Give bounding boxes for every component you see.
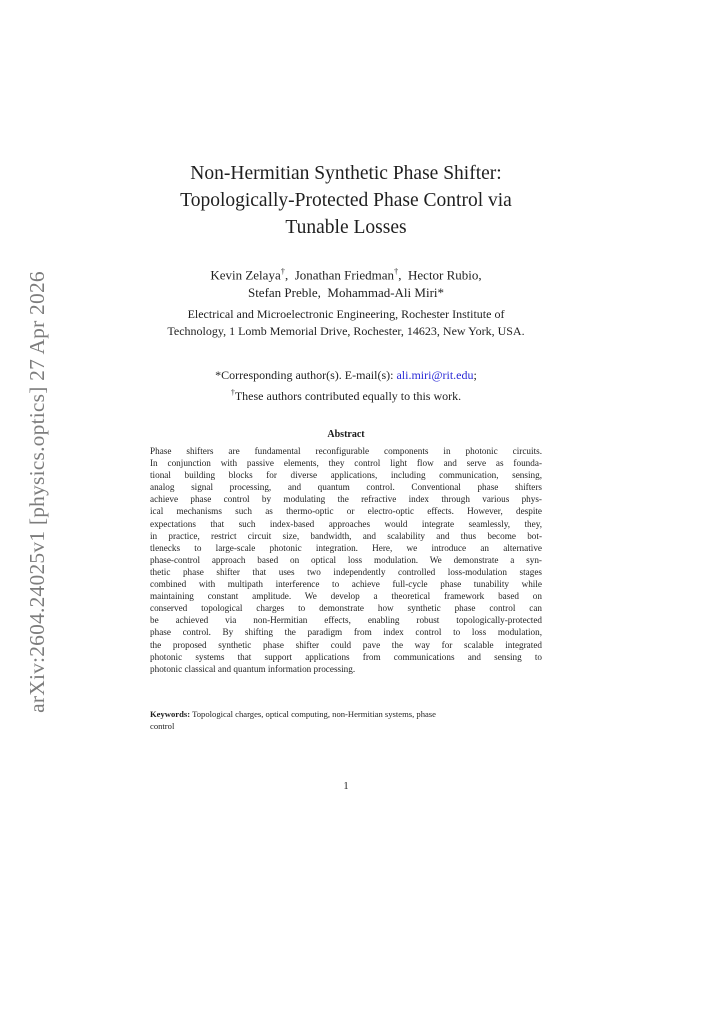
- abstract-line: maintaining constant amplitude. We develop a theoretical framework based on: [150, 591, 542, 602]
- abstract-body: [150, 445, 542, 675]
- abstract-line: ical mechanisms such as thermo-optic or electro-optic effects. However, despite: [150, 506, 542, 517]
- keywords-text: Topological charges, optical computing, non-Hermitian systems, phase: [190, 709, 436, 719]
- equal-contribution-mark: †: [230, 388, 235, 397]
- affiliation: [110, 306, 582, 340]
- keywords-text: control: [150, 720, 175, 731]
- abstract-line: photonic classical and quantum information processing.: [150, 663, 356, 674]
- abstract-heading: Abstract: [327, 429, 365, 440]
- abstract-line: in practice, restrict circuit size, bandwidth, and scalability and thus become bot-: [150, 530, 542, 541]
- abstract-line: analog signal processing, and quantum control. Conventional phase shifters: [150, 482, 542, 493]
- keywords-label: Keywords:: [150, 709, 191, 719]
- correspondence-note: [110, 367, 582, 405]
- author-list: Kevin Zelaya†, Jonathan Friedman†, Hector Rubio, Stefan Preble, Mohammad-Ali Miri*: [210, 266, 482, 301]
- abstract-line: expectations that such index-based approaches would integrate seamlessly, they,: [150, 518, 542, 529]
- affiliation-line: Technology, 1 Lomb Memorial Drive, Rochester, 14623, New York, USA.: [167, 324, 525, 338]
- correspondence-prefix: *Corresponding author(s). E-mail(s):: [215, 368, 397, 382]
- title-line: Tunable Losses: [285, 217, 407, 238]
- abstract-line: In conjunction with passive elements, they control light flow and serve as founda-: [150, 458, 542, 469]
- equal-contribution-mark: †: [394, 266, 399, 276]
- abstract-line: be achieved via non-Hermitian effects, enabling robust topologically-protected: [150, 615, 542, 626]
- abstract-line: achieve phase control by modulating the refractive index through various phys-: [150, 494, 542, 505]
- abstract-line: photonic systems that support applications from communications and sensing to: [150, 651, 542, 662]
- equal-contribution-mark: †: [280, 266, 285, 276]
- abstract-line: thetic phase shifter that uses two independently controlled loss-modulation stages: [150, 566, 542, 577]
- affiliation-line: Electrical and Microelectronic Engineering, Rochester Institute of: [187, 307, 505, 321]
- page-number: 1: [343, 781, 349, 792]
- abstract-line: tional building blocks for diverse applications, including communication, sensing,: [150, 470, 542, 481]
- keywords: [150, 709, 542, 732]
- abstract-line: conserved topological charges to demonstrate how synthetic phase control can: [150, 603, 542, 614]
- correspondence-suffix: ;: [473, 368, 477, 382]
- author-name: Kevin Zelaya: [210, 267, 281, 283]
- abstract-line: phase-control approach based on optical loss modulation. We demonstrate a syn-: [150, 554, 542, 565]
- arxiv-identifier: arXiv:2604.24025v1 [physics.optics] 27 Apr 2026: [25, 271, 49, 713]
- equal-contribution-note: These authors contributed equally to this work.: [234, 389, 462, 403]
- author-name: Jonathan Friedman: [294, 267, 395, 283]
- author-name: Hector Rubio,: [408, 267, 482, 283]
- paper-title: [120, 160, 572, 241]
- abstract-line: the proposed synthetic phase shifter could pave the way for scalable integrated: [150, 639, 542, 650]
- abstract-line: phase control. By shifting the paradigm from index control to loss modulation,: [150, 627, 542, 638]
- author-name: Mohammad-Ali Miri*: [327, 285, 445, 301]
- title-line: Topologically-Protected Phase Control via: [180, 190, 512, 211]
- abstract-line: combined with multipath interference to achieve full-cycle phase tunability while: [150, 579, 542, 590]
- abstract-line: tlenecks to large-scale photonic integration. Here, we introduce an alternative: [150, 542, 542, 553]
- author-email-link[interactable]: ali.miri@rit.edu: [396, 368, 474, 382]
- title-line: Non-Hermitian Synthetic Phase Shifter:: [190, 163, 502, 184]
- author-name: Stefan Preble,: [247, 285, 321, 301]
- abstract-line: Phase shifters are fundamental reconfigurable components in photonic circuits.: [150, 446, 542, 456]
